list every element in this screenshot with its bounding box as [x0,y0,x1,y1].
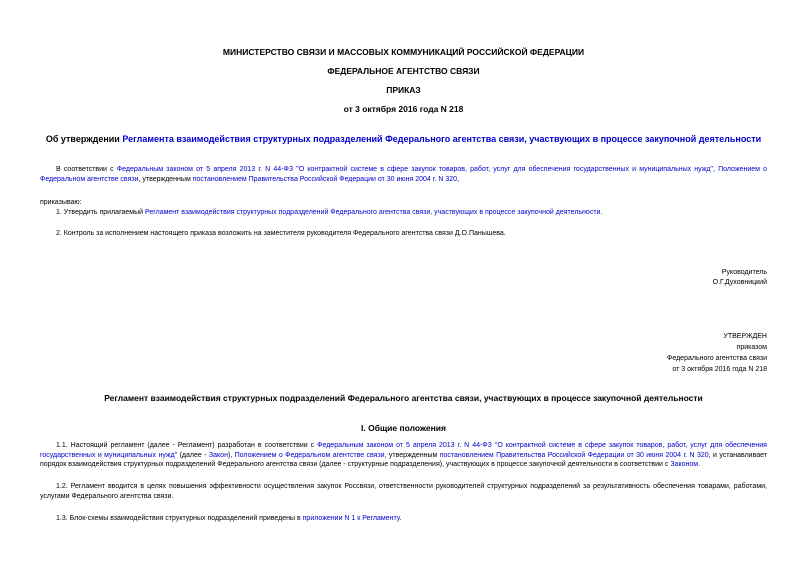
government-decree-link[interactable]: постановлением Правительства Российской Федерации от 30 июня 2004 г. N 320 [192,175,458,183]
p11-text-6: . [698,461,701,468]
item1-regulation-link[interactable]: Регламент взаимодействия структурных подразделений Федерального агентства связи, участвующих в процессе закупочной деятельности [144,209,601,216]
p11-federal-law-link[interactable]: Федеральным законом от 5 апреля 2013 г. N 44-ФЗ "О контрактной системе в сфере закупок товаров, работ, услуг для обеспечения государственных и муниципальных нужд" [40,442,767,459]
p11-law-link-2[interactable]: Законом [670,461,699,468]
title-regulation-link[interactable]: Регламента взаимодействия структурных подразделений Федерального агентства связи, участвующих в процессе закупочной деятельности [122,134,762,144]
agency-regulation-link[interactable]: Положением о Федеральном агентстве связи [40,166,768,183]
item1-text-2: . [600,209,603,216]
approval-line-1: УТВЕРЖДЕН [723,333,767,340]
preamble-text-2: , [713,166,719,173]
approval-line-2: приказом [736,344,767,351]
p11-law-link[interactable]: Закон [208,451,228,459]
item1-text-1: 1. Утвердить прилагаемый [56,209,145,216]
title-prefix: Об утверждении [45,134,123,144]
section-1-title: I. Общие положения [361,423,446,433]
approval-block [667,331,767,375]
agency-heading: ФЕДЕРАЛЬНОЕ АГЕНТСТВО СВЯЗИ [327,66,480,76]
preamble-text-3: , утвержденным [138,175,193,183]
p11-text-5: , и устанавливает порядок взаимодействия структурных подразделений Федерального агентства связи (далее - структурные подразделения), участвующих в процессе закупочной деятельности в соответствии с [40,451,767,468]
signature-block [713,268,767,288]
p11-agency-regulation-link[interactable]: Положением о Федеральном агентстве связи [234,451,385,459]
document-title [40,134,767,145]
paragraph-1-1 [40,441,767,470]
regulation-title: Регламент взаимодействия структурных подразделений Федерального агентства связи, участвующих в процессе закупочной деятельности [104,393,703,403]
doc-type-heading: ПРИКАЗ [386,85,421,95]
preamble-text-4: , [457,175,459,183]
p11-text-1: 1.1. Настоящий регламент (далее - Регламент) разработан в соответствии с [56,442,318,449]
ministry-heading: МИНИСТЕРСТВО СВЯЗИ И МАССОВЫХ КОММУНИКАЦИЙ РОССИЙСКОЙ ФЕДЕРАЦИИ [222,47,585,57]
doc-date-heading: от 3 октября 2016 года N 218 [343,104,464,114]
p11-text-3: ), [227,451,235,459]
federal-law-link[interactable]: Федеральным законом от 5 апреля 2013 г. N 44-ФЗ "О контрактной системе в сфере закупок товаров, работ, услуг для обеспечения государственных и муниципальных нужд" [116,166,713,173]
preamble-text-1: В соответствии с [56,166,117,173]
paragraph-1-2: 1.2. Регламент вводится в целях повышения эффективности осуществления закупок Россвязи, ответственности руководителей структурных подразделений за результативность обеспечения товарами, работами, услугами Федерального агентства связи. [40,483,767,500]
p13-text-1: 1.3. Блок-схемы взаимодействия структурных подразделений приведены в [56,515,303,522]
signature-position: Руководитель [721,269,767,276]
p13-text-2: . [399,515,402,522]
signature-name: О.Г.Духовницкий [712,279,767,286]
paragraph-1-3 [40,514,767,524]
order-item-1 [40,208,767,218]
p11-text-4: , утвержденным [384,451,440,459]
preamble-paragraph [40,165,767,184]
order-word: приказываю: [40,199,82,206]
appendix-1-link[interactable]: приложении N 1 к Регламенту [302,515,400,522]
p11-government-decree-link[interactable]: постановлением Правительства Российской Федерации от 30 июня 2004 г. N 320 [439,451,709,459]
order-item-2: 2. Контроль за исполнением настоящего приказа возложить на заместителя руководителя Федерального агентства связи Д.О.Панышева. [56,230,506,237]
p11-text-2: (далее - [177,451,209,459]
approval-line-3: Федерального агентства связи [667,355,767,362]
approval-line-4: от 3 октября 2016 года N 218 [672,366,767,373]
